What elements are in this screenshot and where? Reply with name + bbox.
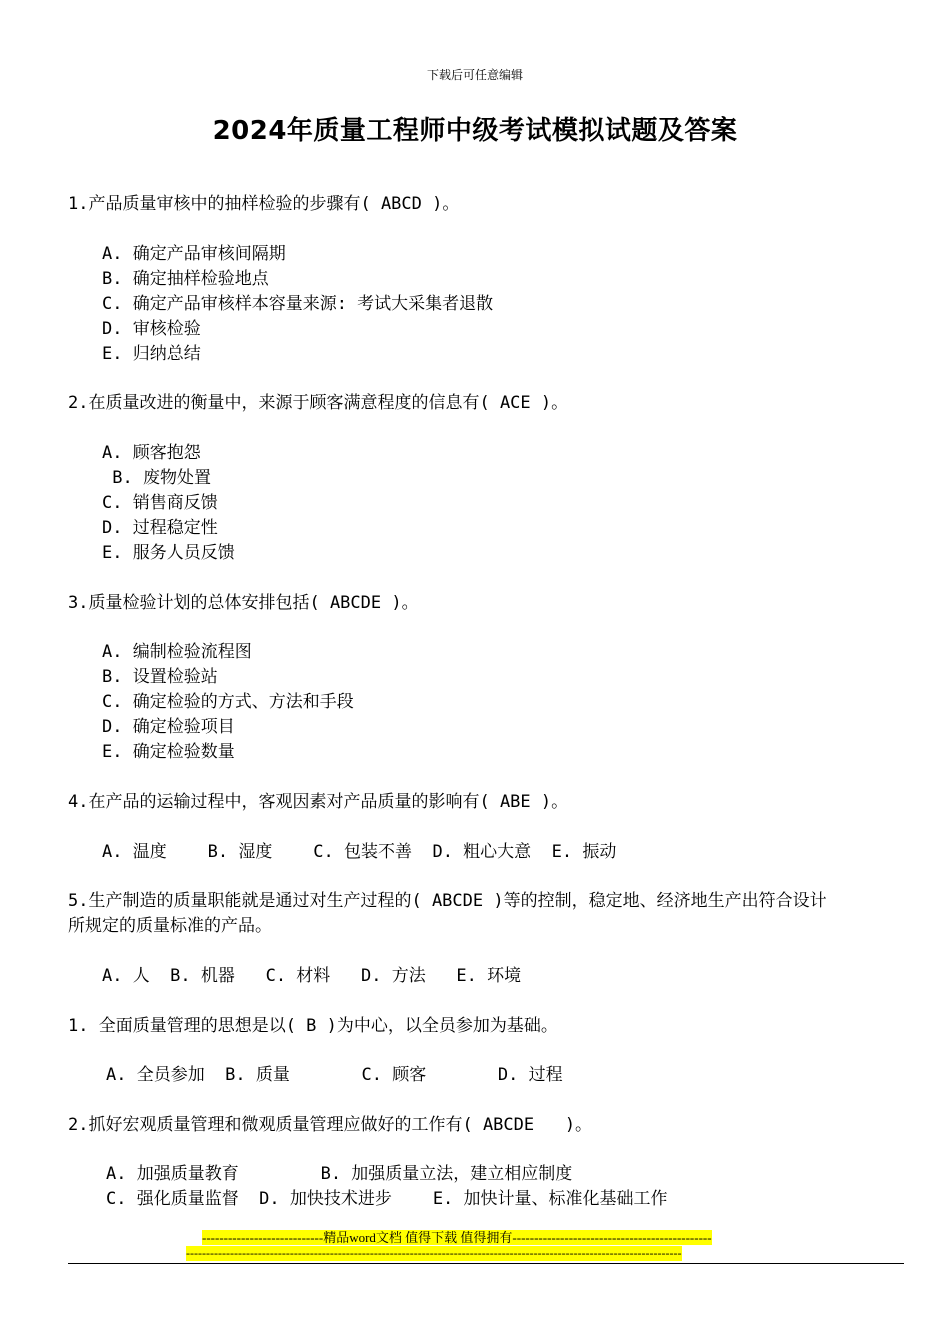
header-note: 下载后可任意编辑 (426, 68, 523, 82)
option-item: A. 编制检验流程图 (102, 642, 252, 662)
question-stem-continued: 所规定的质量标准的产品。 (68, 916, 272, 936)
option-item: C. 确定产品审核样本容量来源: 考试大采集者退散 (102, 294, 494, 314)
option-item: D. 过程稳定性 (102, 518, 218, 538)
question-stem: 3.质量检验计划的总体安排包括( ABCDE )。 (68, 593, 419, 613)
option-item: B. 废物处置 (102, 468, 211, 488)
option-item: B. 确定抽样检验地点 (102, 269, 269, 289)
question-stem: 2.抓好宏观质量管理和微观质量管理应做好的工作有( ABCDE )。 (68, 1115, 593, 1135)
question-stem: 4.在产品的运输过程中，客观因素对产品质量的影响有( ABE )。 (68, 792, 569, 812)
option-item: E. 归纳总结 (102, 344, 201, 364)
option-item: D. 审核检验 (102, 319, 201, 339)
question-stem: 1.产品质量审核中的抽样检验的步骤有( ABCD )。 (68, 194, 460, 214)
option-item: C. 确定检验的方式、方法和手段 (102, 692, 354, 712)
footer-banner: ----------------------------精品word文档 值得下载 值得拥有---------------------------------------------- (202, 1230, 712, 1245)
options-line: A. 温度 B. 湿度 C. 包装不善 D. 粗心大意 E. 振动 (102, 842, 617, 862)
option-item: E. 服务人员反馈 (102, 543, 235, 563)
option-item: A. 确定产品审核间隔期 (102, 244, 286, 264)
question-stem: 2.在质量改进的衡量中，来源于顾客满意程度的信息有( ACE )。 (68, 393, 569, 413)
question-stem: 1. 全面质量管理的思想是以( B )为中心，以全员参加为基础。 (68, 1016, 558, 1036)
footer-divider (68, 1263, 904, 1264)
option-item: B. 设置检验站 (102, 667, 218, 687)
option-item: D. 确定检验项目 (102, 717, 235, 737)
options-line: A. 全员参加 B. 质量 C. 顾客 D. 过程 (106, 1065, 563, 1085)
options-line: C. 强化质量监督 D. 加快技术进步 E. 加快计量、标准化基础工作 (106, 1189, 668, 1209)
option-item: A. 顾客抱怨 (102, 443, 201, 463)
document-title: 2024年质量工程师中级考试模拟试题及答案 (212, 116, 738, 146)
options-line: A. 加强质量教育 B. 加强质量立法，建立相应制度 (106, 1164, 573, 1184)
option-item: E. 确定检验数量 (102, 742, 235, 762)
question-stem: 5.生产制造的质量职能就是通过对生产过程的( ABCDE )等的控制，稳定地、经济地生产出符合设计 (68, 891, 827, 911)
footer-dashes: ---------------------------------------------------------------------------------------------------------------------------- (186, 1246, 682, 1260)
options-line: A. 人 B. 机器 C. 材料 D. 方法 E. 环境 (102, 966, 522, 986)
option-item: C. 销售商反馈 (102, 493, 218, 513)
